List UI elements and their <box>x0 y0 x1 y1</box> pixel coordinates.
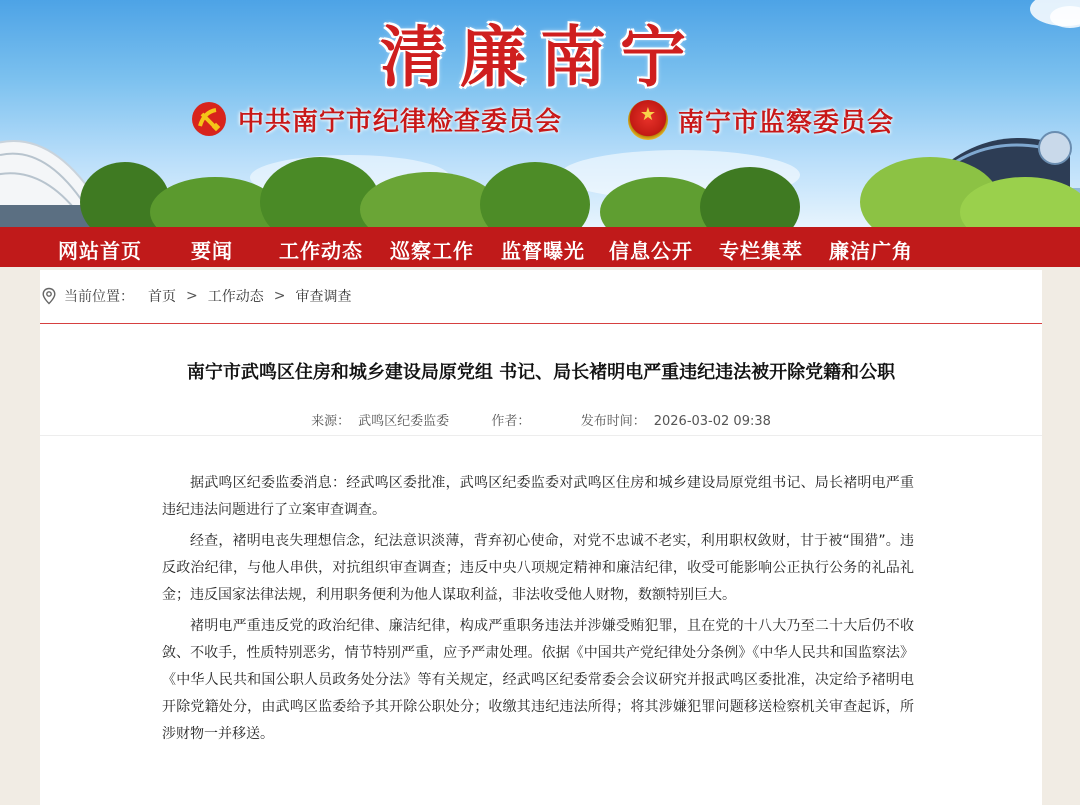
breadcrumb <box>40 284 351 308</box>
nav-integrity[interactable]: 廉洁广角 <box>829 239 913 263</box>
breadcrumb-current[interactable]: 审查调查 <box>295 289 352 305</box>
org-left-name: 中共南宁市纪律检查委员会 <box>238 106 563 137</box>
breadcrumb-home[interactable]: 首页 <box>148 289 176 305</box>
source-value: 武鸣区纪委监委 <box>358 414 450 429</box>
national-emblem-icon: ★ <box>628 100 668 140</box>
nav-exposure[interactable]: 监督曝光 <box>501 239 585 263</box>
trees-illustration <box>0 157 1080 227</box>
divider-grey <box>40 435 1042 436</box>
nav-inspection[interactable]: 巡察工作 <box>390 239 474 263</box>
source-label: 来源： <box>311 414 351 429</box>
party-emblem-icon <box>190 100 228 138</box>
article-paragraph: 经查，褚明电丧失理想信念，纪法意识淡薄，背弃初心使命，对党不忠诚不老实，利用职权敛财，甘于被“围猎”。违反政治纪律，与他人串供，对抗组织审查调查；违反中央八项规定精神和廉洁纪律，收受可能影响公正执行公务的礼品礼金；违反国家法律法规，利用职务便利为他人谋取利益，非法收受他人财物，数额特别巨大。 <box>162 533 914 603</box>
location-pin-icon <box>40 287 58 305</box>
article-panel <box>40 270 1042 805</box>
article-paragraph: 褚明电严重违反党的政治纪律、廉洁纪律，构成严重职务违法并涉嫌受贿犯罪，且在党的十八大乃至二十大后仍不收敛、不收手，性质特别恶劣，情节特别严重，应予严肃处理。依据《中国共产党纪律处分条例》《中华人民共和国监察法》《中华人民共和国公职人员政务处分法》等有关规定，经武鸣区纪委常委会会议研究并报武鸣区委批准，决定给予褚明电开除党籍处分，由武鸣区监委给予其开除公职处分；收缴其违纪违法所得；将其涉嫌犯罪问题移送检察机关审查起诉，所涉财物一并移送。 <box>162 618 914 742</box>
author-label: 作者： <box>491 414 531 429</box>
article-paragraph: 据武鸣区纪委监委消息：经武鸣区委批准，武鸣区纪委监委对武鸣区住房和城乡建设局原党组书记、局长褚明电严重违纪违法问题进行了立案审查调查。 <box>162 475 914 518</box>
nav-work[interactable]: 工作动态 <box>279 239 363 263</box>
breadcrumb-work[interactable]: 工作动态 <box>207 289 264 305</box>
nav-columns[interactable]: 专栏集萃 <box>719 239 803 263</box>
org-right <box>628 100 894 140</box>
org-left <box>190 100 562 138</box>
breadcrumb-separator: > <box>186 288 198 304</box>
nav-home[interactable]: 网站首页 <box>58 239 142 263</box>
header-banner <box>0 0 1080 227</box>
article-title: 南宁市武鸣区住房和城乡建设局原党组 书记、局长褚明电严重违纪违法被开除党籍和公职 <box>186 362 896 383</box>
article-body <box>162 470 914 752</box>
breadcrumb-separator: > <box>273 288 286 304</box>
breadcrumb-prefix: 当前位置： <box>64 289 134 305</box>
site-title: 清廉南宁 <box>380 18 700 96</box>
org-right-name: 南宁市监察委员会 <box>678 107 895 138</box>
publish-time: 2026-03-02 09:38 <box>653 414 771 429</box>
divider-red <box>40 323 1042 324</box>
nav-news[interactable]: 要闻 <box>191 239 233 263</box>
main-nav <box>0 227 1080 267</box>
article-meta <box>40 410 1042 429</box>
nav-disclosure[interactable]: 信息公开 <box>609 239 693 263</box>
time-label: 发布时间： <box>580 414 646 429</box>
